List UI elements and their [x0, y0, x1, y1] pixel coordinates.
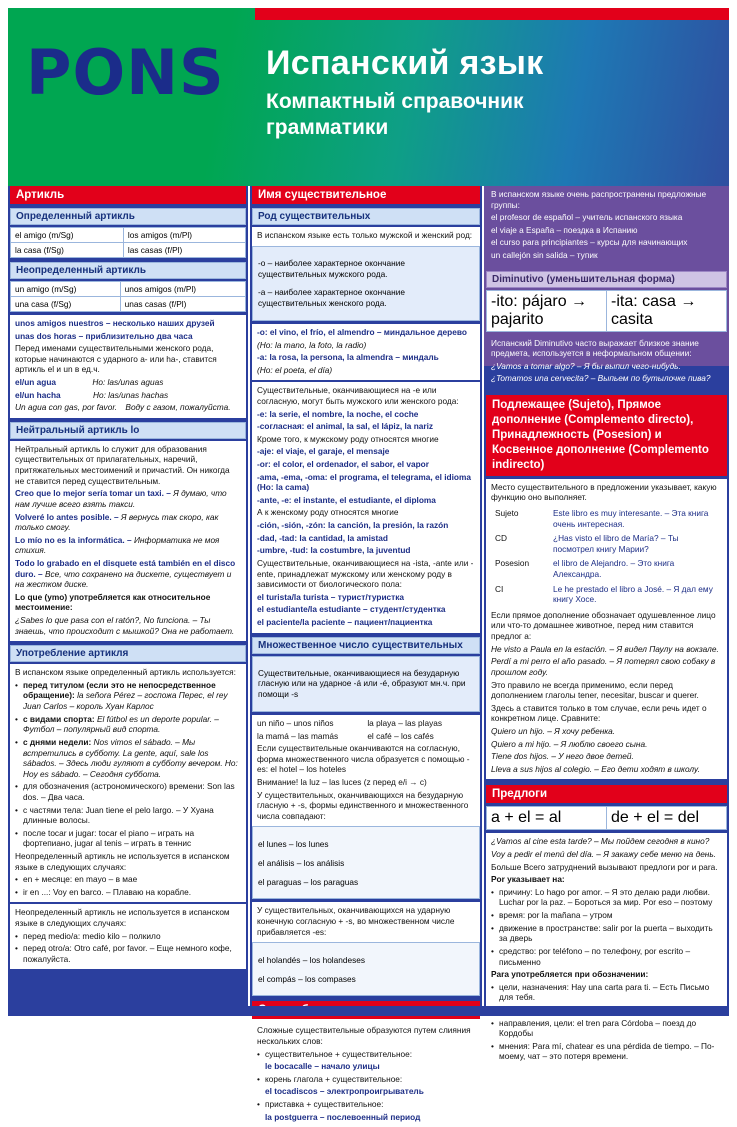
table-row: [11, 297, 246, 312]
cell: una casa (f/Sg): [11, 297, 121, 312]
table-row: [491, 582, 722, 607]
plural-stress-item: el compás – los compases: [258, 973, 356, 984]
def-no-item: • перед medio/a: medio kilo – полкило: [15, 931, 241, 942]
contraction-table: [486, 806, 727, 830]
header-title-group: [266, 44, 544, 142]
gender-rule-box: [252, 246, 480, 321]
subject-panel: [486, 479, 727, 780]
plural-s-list-box: [252, 826, 480, 899]
subject-note-3-example: Quiero a mi hijo. – Я люблю своего сына.: [491, 738, 648, 749]
masc-item: -ama, -ema, -oma: el programa, el telegrama, el idioma (Но: la cama): [257, 471, 471, 493]
table-row: [11, 243, 246, 258]
diminutive-example: ¿Vamos a tomar algo? – Я бы выпил чего-нибудь.: [491, 360, 681, 371]
gender-rule: -o – наиболее характерное окончание существительных мужского рода.: [258, 257, 405, 279]
fem-item: -ción, -sión, -zón: la canción, la presión, la razón: [257, 520, 449, 531]
example-row: [15, 390, 241, 401]
plural-example: un niño – unos niños: [257, 717, 334, 728]
example-ru: Я вернусь так скоро, как только смогу.: [15, 511, 219, 533]
masc-intro: Кроме того, к мужскому роду относятся многие: [257, 433, 439, 444]
function-label: CD: [491, 531, 549, 556]
gender-example-f-exc: (Но: el poeta, el día): [257, 364, 333, 375]
subject-note-3-example: Quiero un hijo. – Я хочу ребенка.: [491, 725, 616, 736]
subject-intro: Место существительного в предложении указывает, какую функцию оно выполняет.: [491, 481, 717, 503]
gender-agree-panel: [252, 382, 480, 632]
footer-bar: [8, 1006, 729, 1016]
subtitle-article-usage: Употребление артикля: [10, 645, 246, 662]
section-title-noun: Имя существительное: [252, 186, 480, 204]
ista-item: el estudiante/la estudiante – студент/студентка: [257, 604, 446, 615]
header-red-stripe: [255, 8, 729, 20]
diminutive-note-panel: [486, 335, 727, 389]
neutral-article-panel: [10, 441, 246, 641]
usage-bullet: • для обозначения (астрономического) времени: Son las dos. – Два часа.: [15, 781, 241, 802]
example-es: el/un agua: [15, 377, 57, 388]
bullet-example: El fútbol es un deporte popular. – Футбол – популярный вид спорта.: [23, 713, 219, 735]
plural-examples-panel: [252, 715, 480, 826]
gender-intro-panel: [252, 227, 480, 246]
section-title-article: Артикль: [10, 186, 246, 204]
gender-examples-panel: [252, 324, 480, 380]
subject-note-1-example: He visto a Paula en la estación. – Я видел Паулу на вокзале.: [491, 643, 719, 654]
example-row: [15, 377, 241, 388]
column-1: [10, 186, 246, 1006]
subject-function-table: [491, 506, 722, 607]
column-2: [252, 186, 480, 1122]
para-item: • цели, назначения: Hay una carta para ti. – Есть Письмо для тебя.: [491, 982, 722, 1003]
plural-s-item: el análisis – los análisis: [258, 857, 345, 868]
plural-example-row: [257, 718, 475, 729]
cell: unos amigos (m/Pl): [120, 282, 245, 297]
por-item: • время: por la mañana – утром: [491, 910, 722, 921]
page-subtitle-2: грамматики: [266, 116, 389, 140]
wordform-example: el tocadiscos – электропроигрыватель: [265, 1086, 424, 1097]
indefinite-rule: Перед именами существительными женского рода, которые начинаются с ударного a- или ha-, ставится артикль el и un в ед.ч.: [15, 343, 217, 375]
masc-item: -ante, -e: el instante, el estudiante, el diploma: [257, 494, 436, 505]
pons-logo: PONS: [26, 36, 225, 109]
cell: -ita: casa → casita: [607, 290, 727, 332]
no-article-item: • en + месяце: en mayo – в мае: [15, 874, 241, 885]
wordform-item: • корень глагола + существительное:: [257, 1074, 475, 1085]
prepositional-item: el profesor de español – учитель испанского языка: [491, 212, 683, 223]
def-no-intro: Неопределенный артикль не используется в испанском языке в следующих случаях:: [15, 907, 230, 929]
example-ru: Но: las/unas aguas: [92, 377, 164, 388]
wordform-example: le bocacalle – начало улицы: [265, 1061, 380, 1072]
function-example: Le he prestado el libro a José. – Я дал ему книгу Хосе.: [549, 582, 722, 607]
subtitle-indefinite-article: Неопределенный артикль: [10, 262, 246, 279]
plural-attention: Внимание! la luz – las luces (z перед e/i → c): [257, 777, 427, 788]
agree-example: -согласная: el animal, la sal, el lápiz, la nariz: [257, 421, 434, 432]
ista-item: el turista/la turista – турист/туристка: [257, 591, 405, 602]
por-item: • движение в пространстве: salir por la puerta – выходить за дверь: [491, 923, 722, 944]
example-ru: Информатика не моя стихия.: [15, 534, 220, 556]
diminutive-note: Испанский Diminutivo часто выражает близкое знание предмета, используется в неформальном общении:: [491, 337, 699, 359]
example-es: el/un hacha: [15, 389, 61, 400]
subtitle-gender: Род существительных: [252, 208, 480, 225]
plural-title-text: Множественное число существительных: [258, 639, 463, 651]
masc-item: -aje: el viaje, el garaje, el mensaje: [257, 446, 390, 457]
subtitle-plural: [252, 637, 480, 654]
subject-note-2: Это правило не всегда применимо, если перед дополнением глаголы tener, necesitar, buscar и querer.: [491, 679, 699, 701]
preposition-example: Voy a pedir el menú del día. – Я закажу себе меню на день.: [491, 849, 717, 860]
function-label: CI: [491, 582, 549, 607]
table-row: [491, 556, 722, 581]
article-usage-panel: [10, 664, 246, 902]
example-ru: Все, что сохранено на дискете, существует и на жестком диске.: [15, 568, 232, 590]
ista-note: Существительные, оканчивающиеся на -ista, -ante или -ente, принадлежат мужскому или женскому роду в зависимости от биологического пола:: [257, 557, 474, 590]
cell: un amigo (m/Sg): [11, 282, 121, 297]
agree-example: -e: la serie, el nombre, la noche, el coche: [257, 408, 419, 419]
plural-stress-note: У существительных, оканчивающихся на ударную конечную согласную + -s, во множественном числе прибавляется -es:: [257, 905, 455, 937]
prepositional-groups-panel: [486, 186, 727, 266]
example-es: Lo mío no es la informática. –: [15, 534, 132, 545]
para-item: • направления, цели: el tren para Córdoba – поезд до Кордобы: [491, 1018, 722, 1039]
diminutive-table: [486, 290, 727, 332]
section-title-sujeto: Подлежащее (Sujeto), Прямое дополнение (Complemento directo), Принадлежность (Posesion) и Косвенное дополнение (Complemento indirecto): [486, 395, 727, 476]
usage-bullet: • с частями тела: Juan tiene el pelo largo. – У Хуана длинные волосы.: [15, 805, 241, 826]
usage-bullet: [15, 680, 241, 712]
por-item: • средство: por teléfono – по телефону, por escrito – письменно: [491, 946, 722, 967]
page-title: Испанский язык: [266, 44, 544, 82]
table-row: [491, 506, 722, 531]
def-no-item: • перед otro/a: Otro café, por favor. – Еще немного кофе, пожалуйста.: [15, 943, 241, 964]
plural-rule-box: [252, 656, 480, 712]
por-item: • причину: Lo hago por amor. – Я это делаю ради любви. Luchar por la paz. – Бороться за мир. Por eso – поэтому: [491, 887, 722, 908]
fem-intro: А к женскому роду относятся многие: [257, 507, 399, 518]
subject-note-1-example: Perdí a mi perro el año pasado. – Я потерял свою собаку в прошлом году.: [491, 656, 716, 677]
usage-bullet: [15, 737, 241, 779]
subtitle-neutral-article: Нейтральный артикль lo: [10, 422, 246, 439]
fem-item: -umbre, -tud: la costumbre, la juventud: [257, 545, 411, 556]
function-example: Este libro es muy interesante. – Эта книга очень интересная.: [549, 506, 722, 531]
plural-s-item: el paraguas – los paraguas: [258, 876, 359, 887]
lo-que-title: Lo que (уmo) употребляется как относительное местоимение:: [15, 591, 211, 613]
subject-note-3-example: Tiene dos hijos. – У него двое детей.: [491, 751, 634, 762]
definite-article-table: [10, 227, 246, 258]
lo-que-example: ¿Sabes lo que pasa con el ratón?, No funciona. – Ты знаешь, что происходит с мышкой? Она не работает.: [15, 615, 235, 636]
no-article-item: • ir en ...: Voy en barco. – Плаваю на корабле.: [15, 887, 241, 898]
cell: -ito: pájaro → pajarito: [486, 290, 607, 332]
fem-item: -dad, -tad: la cantidad, la amistad: [257, 532, 388, 543]
ista-item: el paciente/la paciente – пациент/пациентка: [257, 616, 433, 627]
plural-s-item: el lunes – los lunes: [258, 838, 329, 849]
gender-rule: -a – наиболее характерное окончание существительных женского рода.: [258, 287, 405, 309]
plural-example-row: [257, 731, 475, 742]
plural-cons-note: Если существительные оканчиваются на согласную, форма множественного числа образуется с помощью -es: el hotel – los hoteles: [257, 743, 470, 775]
example-ru: Я думаю, что нам лучше всего взять такси.: [15, 488, 227, 509]
cell: a + el = al: [486, 806, 607, 830]
example-es: Un agua con gas, por favor.: [15, 402, 118, 413]
plural-rule: Существительные, оканчивающиеся на безударную гласную или на ударное -á или -é, образуют мн.ч. при помощи -s: [258, 667, 466, 700]
indefinite-notes: [10, 315, 246, 418]
note-line: unos amigos nuestros – несколько наших друзей: [15, 318, 215, 328]
plural-example: la mamá – las mamás: [257, 730, 339, 741]
gender-example-m: -o: el vino, el frío, el almendro – миндальное дерево: [257, 326, 467, 337]
neutral-item: [15, 535, 241, 556]
neutral-item: [15, 558, 241, 590]
plural-stress-item: el holandés – los holandeses: [258, 954, 366, 965]
prepositional-intro: В испанском языке очень распространены предложные группы:: [491, 189, 707, 210]
plural-stress-panel: [252, 902, 480, 942]
wordform-item: • существительное + существительное:: [257, 1049, 475, 1060]
section-title-prepositions: Предлоги: [486, 785, 727, 803]
preposition-example: ¿Vamos al cine esta tarde? – Мы пойдем сегодня в кино?: [491, 836, 710, 847]
wordformation-panel: [252, 1022, 480, 1127]
header-banner: [8, 8, 729, 186]
bullet-example: la señora Pérez – госпожа Перес, el rey Juan Carlos – король Хуан Карлос: [23, 690, 228, 712]
usage-bullet: [15, 714, 241, 735]
note-line: unas dos horas – приблизительно два часа: [15, 330, 193, 341]
cell: de + el = del: [607, 806, 727, 830]
subject-note-1: Если прямое дополнение обозначает одушевленное лицо или что-то домашнее животное, перед ним ставится предлог a:: [491, 609, 716, 642]
por-title: Por указывает на:: [491, 874, 565, 885]
prepositions-panel: [486, 833, 727, 1067]
example-es: Volveré lo antes posible. –: [15, 511, 119, 522]
table-row: [11, 228, 246, 243]
table-row: [11, 282, 246, 297]
function-label: Sujeto: [491, 506, 549, 531]
plural-s-note: У существительных, оканчивающихся на безударную гласную + -s, формы единственного и множественного числа совпадают:: [257, 789, 469, 821]
cell: unas casas (f/Pl): [120, 297, 245, 312]
example-ru: Воду с газом, пожалуйста.: [125, 402, 231, 413]
masc-item: -or: el color, el ordenador, el sabor, el vapor: [257, 459, 429, 470]
cell: los amigos (m/Pl): [123, 228, 245, 243]
article-usage-panel-2: [10, 904, 246, 969]
prepositional-item: el viaje a España – поездка в Испанию: [491, 224, 638, 235]
gender-intro: В испанском языке есть только мужской и женский род:: [257, 230, 473, 240]
plural-stress-list-box: [252, 942, 480, 996]
function-example: ¿Has visto el libro de María? – Ты посмотрел книгу Марии?: [549, 531, 722, 556]
diminutive-example: ¿Tomamos una cervecita? – Выпьем по бутылочке пива?: [491, 373, 711, 384]
example-row: [15, 402, 241, 413]
preposition-note: Больше Всего затруднений вызывают предлоги por и para.: [491, 861, 718, 872]
bullet-example: Nos vimos el sábado. – Мы встретились в субботу. La gente, aquí, sale los sábados. – Здесь люди гуляют в субботу вечером. Но: Hoy es sábado. – Сегодня суббота.: [23, 736, 238, 779]
usage-intro: В испанском языке определенный артикль используется:: [15, 667, 236, 678]
no-article-intro: Неопределенный артикль не используется в испанском языке в следующих случаях:: [15, 850, 230, 872]
plural-example: la playa – las playas: [367, 717, 443, 728]
subtitle-definite-article: Определенный артикль: [10, 208, 246, 225]
prepositional-item: un callejón sin salida – тупик: [491, 250, 598, 261]
wordform-example: la postguerra – послевоенный период: [265, 1111, 421, 1122]
gender-example-m-exc: (Но: la mano, la foto, la radio): [257, 339, 367, 350]
prepositional-item: el curso para principiantes – курсы для начинающих: [491, 237, 688, 248]
cell: el amigo (m/Sg): [11, 228, 124, 243]
usage-bullet: • после tocar и jugar: tocar el piano – играть на фортепиано, jugar al tenis – играть в теннис: [15, 828, 241, 849]
para-item: • мнения: Para mí, chatear es una pérdida de tiempo. – По-моему, чат – это потеря времени.: [491, 1041, 722, 1062]
bullet-title: с видами спорта:: [23, 713, 95, 724]
para-title: Para употребляется при обозначении:: [491, 969, 649, 980]
bullet-title: перед титулом (если это не непосредственное обращение):: [23, 679, 216, 701]
subtitle-diminutive: Diminutivo (уменьшительная форма): [486, 271, 727, 288]
neutral-item: [15, 512, 241, 533]
bullet-title: с днями недели:: [23, 736, 92, 747]
neutral-item: [15, 488, 241, 509]
cell: la casa (f/Sg): [11, 243, 124, 258]
function-label: Posesion: [491, 556, 549, 581]
plural-example: el café – los cafés: [367, 730, 434, 741]
table-row: [491, 531, 722, 556]
example-es: Todo lo grabado en el disquete está también en el disco duro. –: [15, 557, 236, 579]
neutral-intro: Нейтральный артикль lo служит для образования существительных от прилагательных, наречий, притяжательных местоимений и причастий. Он никогда не ставится перед существительным.: [15, 443, 230, 486]
page-subtitle-1: Компактный справочник: [266, 90, 524, 113]
gender-example-f: -a: la rosa, la persona, la almendra – миндаль: [257, 352, 439, 363]
subject-note-3: Здесь a ставится только в том случае, если речь идет о конкретном лице. Сравните:: [491, 702, 707, 724]
column-3: [486, 186, 727, 1062]
example-es: Creo que lo mejor sería tomar un taxi. –: [15, 488, 171, 499]
wordform-item: • приставка + существительное:: [257, 1099, 475, 1110]
indefinite-article-table: [10, 281, 246, 312]
example-ru: Но: las/unas hachas: [92, 389, 169, 400]
function-example: el libro de Alejandro. – Это книга Александра.: [549, 556, 722, 581]
agree-note: Существительные, оканчивающиеся на -e или согласную, могут быть мужского или женского рода:: [257, 385, 459, 406]
wordform-intro: Сложные существительные образуются путем слияния нескольких слов:: [257, 1025, 471, 1047]
subject-note-3-example: Lleva a sus hijos al colegio. – Его дети ходят в школу.: [491, 763, 700, 774]
cell: las casas (f/Pl): [123, 243, 245, 258]
